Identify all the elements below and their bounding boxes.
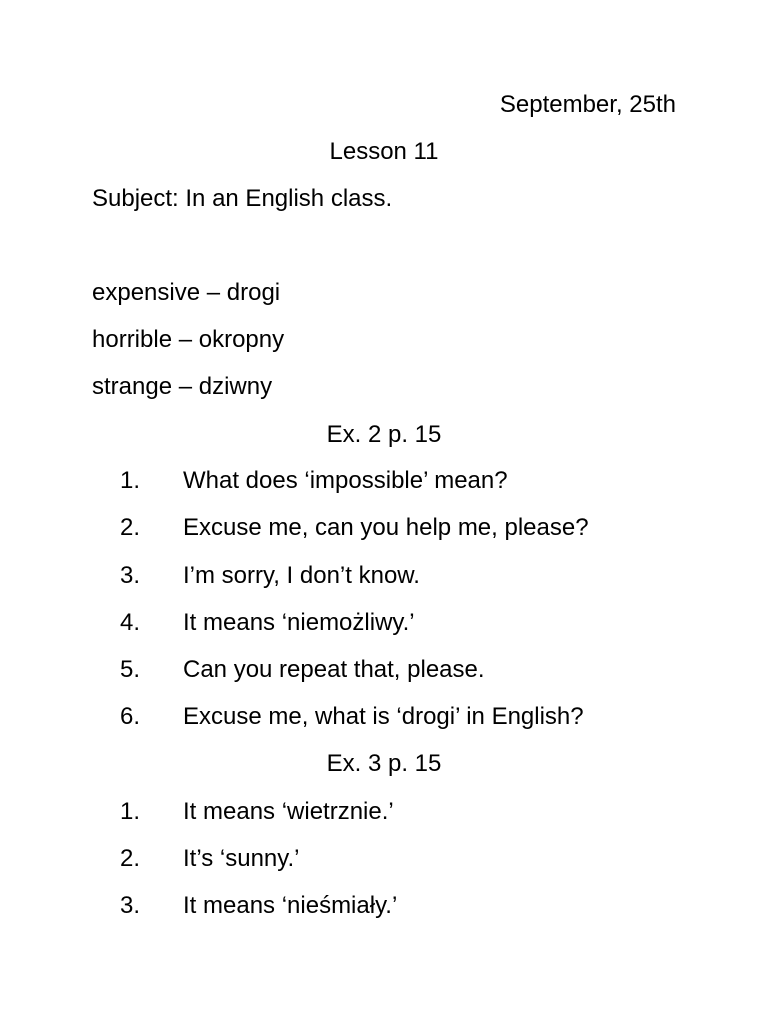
list-item-number: 2. <box>119 845 140 872</box>
list-item-text: Excuse me, can you help me, please? <box>183 514 589 541</box>
list-item-number: 1. <box>119 798 140 825</box>
lesson-subject: Subject: In an English class. <box>92 185 393 212</box>
vocab-item: horrible – okropny <box>92 326 285 353</box>
list-item-text: Can you repeat that, please. <box>183 656 485 683</box>
list-item-text: It’s ‘sunny.’ <box>183 845 300 872</box>
list-item-text: I’m sorry, I don’t know. <box>183 562 420 589</box>
list-item-number: 1. <box>119 467 140 494</box>
list-item-text: It means ‘nieśmiały.’ <box>183 892 398 919</box>
list-item-number: 3. <box>119 892 140 919</box>
vocab-item: expensive – drogi <box>92 279 281 306</box>
list-item-number: 6. <box>119 703 140 730</box>
lesson-number: Lesson 11 <box>329 138 439 165</box>
exercise-title: Ex. 2 p. 15 <box>326 421 442 448</box>
vocab-item: strange – dziwny <box>92 373 273 400</box>
list-item-number: 4. <box>119 609 140 636</box>
lesson-date: September, 25th <box>499 91 676 118</box>
list-item-number: 2. <box>119 514 140 541</box>
list-item-text: What does ‘impossible’ mean? <box>183 467 508 494</box>
exercise-title: Ex. 3 p. 15 <box>326 750 442 777</box>
list-item-number: 5. <box>119 656 140 683</box>
list-item-text: Excuse me, what is ‘drogi’ in English? <box>183 703 584 730</box>
list-item-number: 3. <box>119 562 140 589</box>
list-item-text: It means ‘niemożliwy.’ <box>183 609 415 636</box>
list-item-text: It means ‘wietrznie.’ <box>183 798 394 825</box>
